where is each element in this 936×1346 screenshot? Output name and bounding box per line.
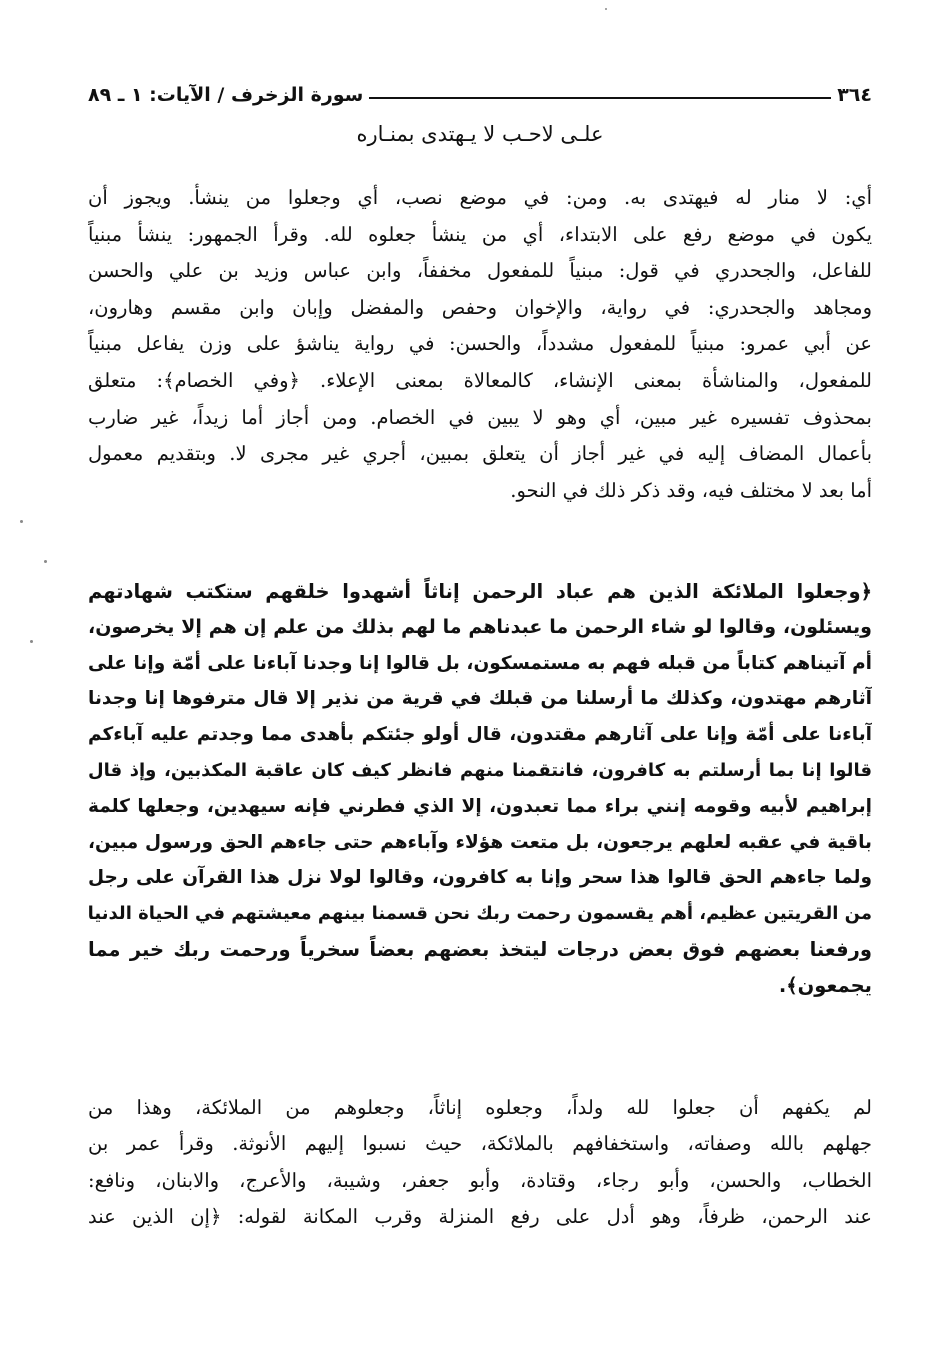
text-line: الخطاب، والحسن، وأبو رجاء، وقتادة، وأبو جعفر، وشيبة، والأعرج، والابنان، ونافع: xyxy=(88,1168,872,1192)
text-line: عند الرحمن، ظرفاً، وهو أدل على رفع المنزلة وقرب المكانة لقوله: ﴿إن الذين عند xyxy=(88,1205,872,1229)
running-title: سورة الزخرف / الآيات: ١ ـ ٨٩ xyxy=(88,84,364,106)
scan-speck xyxy=(44,560,47,563)
text-line: أما بعد لا مختلف فيه، وقد ذكر ذلك في النحو. xyxy=(510,478,872,502)
text-line: بمحذوف تفسيره غير مبين، أي وهو لا يبين في الخصام. ومن أجاز أما زيداً، غير ضارب xyxy=(88,405,872,429)
verse-line: آباءنا على أمّة وإنا على آثارهم مقتدون، قال أولو جئتكم بأهدى مما وجدتم عليه آباءكم xyxy=(88,724,872,746)
text-line: يكون في موضع رفع على الابتداء، أي من ينشأ جعلوه لله. وقرأ الجمهور: ينشأ مبنياً xyxy=(88,222,872,246)
text-line: جهلهم بالله وصفاته، واستخفافهم بالملائكة، حيث نسبوا إليهم الأنوثة. وقرأ عمر بن xyxy=(88,1132,872,1156)
header-rule xyxy=(369,97,831,99)
text-line: عن أبي عمرو: مبنياً للمفعول مشدداً، والحسن: في رواية يناشؤ على وزن يفاعل مبنياً xyxy=(88,332,872,356)
commentary-paragraph-2 xyxy=(88,1090,872,1236)
text-line: للفاعل، والجحدري في قول: مبنياً للمفعول مخففاً، وابن عباس وزيد بن علي والحسن xyxy=(88,259,872,283)
text-line: ومجاهد والجحدري: في رواية، والإخوان وحفص والمفضل وإبان وابن مقسم وهارون، xyxy=(88,295,872,319)
page-number: ٣٦٤ xyxy=(837,84,872,106)
verse-line: إبراهيم لأبيه وقومه إنني براء مما تعبدون، إلا الذي فطرني فإنه سيهدين، وجعلها كلمة xyxy=(88,795,872,817)
verse-line: ويسئلون، وقالوا لو شاء الرحمن ما عبدناهم ما لهم بذلك من علم إن هم إلا يخرصون، xyxy=(88,615,872,638)
verse-line: باقية في عقبه لعلهم يرجعون، بل متعت هؤلاء وآباءهم حتى جاءهم الحق ورسول مبين، xyxy=(88,831,872,853)
verse-line: ﴿وجعلوا الملائكة الذين هم عباد الرحمن إناثاً أشهدوا خلقهم ستكتب شهادتهم xyxy=(88,580,872,603)
text-line: للمفعول، والمناشأة بمعنى الإنشاء، كالمعالاة بمعنى الإعلاء. ﴿وفي الخصام﴾: متعلق xyxy=(88,368,872,392)
verse-line: قالوا إنا بما أرسلتم به كافرون، فانتقمنا منهم فانظر كيف كان عاقبة المكذبين، وإذ قال xyxy=(88,759,872,781)
verse-line: آثارهم مهتدون، وكذلك ما أرسلنا من قبلك في قرية من نذير إلا قال مترفوها إنا وجدنا xyxy=(88,688,872,710)
verse-line: ولما جاءهم الحق قالوا هذا سحر وإنا به كافرون، وقالوا لولا نزل هذا القرآن على رجل xyxy=(88,867,872,889)
verse-line: يجمعون﴾. xyxy=(778,973,872,997)
text-line: أي: لا منار له فيهتدى به. ومن: في موضع نصب، أي وجعلوا من ينشأ. ويجوز أن xyxy=(88,186,872,209)
scan-speck xyxy=(20,520,23,523)
verse-line: من القريتين عظيم، أهم يقسمون رحمت ربك نحن قسمنا بينهم معيشتهم في الحياة الدنيا xyxy=(88,903,872,925)
text-line: بأعمال المضاف إليه في غير أجاز أن يتعلق بمبين، أجري غير مجرى لا. وبتقديم معمول xyxy=(88,442,872,466)
page-header xyxy=(88,72,872,106)
scan-speck xyxy=(605,8,607,10)
poetry-verse: علـى لاحـب لا يـهتدى بمنـاره xyxy=(356,122,604,146)
commentary-paragraph-1 xyxy=(88,180,872,509)
quran-passage xyxy=(88,574,872,1004)
scan-speck xyxy=(30,640,33,643)
text-line: لم يكفهم أن جعلوا لله ولداً، وجعلوه إناثاً، وجعلوهم من الملائكة، وهذا من xyxy=(88,1096,872,1119)
verse-line: أم آتيناهم كتاباً من قبله فهم به مستمسكون، بل قالوا إنا وجدنا آباءنا على أمّة وإنا على xyxy=(88,652,872,674)
verse-line: ورفعنا بعضهم فوق بعض درجات ليتخذ بعضهم بعضاً سخرياً ورحمت ربك خير مما xyxy=(88,937,872,961)
